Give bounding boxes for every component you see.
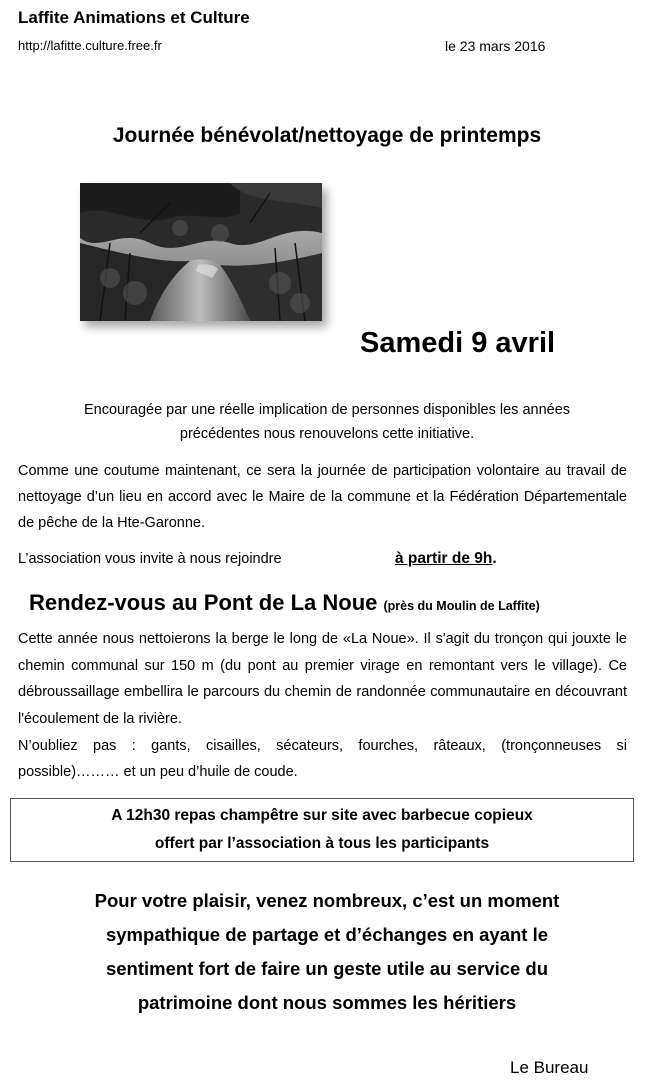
closing-line: sympathique de partage et d’échanges en ayant le <box>105 924 549 945</box>
closing-line: patrimoine dont nous sommes les héritiers <box>137 992 517 1013</box>
intro-paragraph <box>20 398 634 446</box>
river-photo <box>80 183 322 321</box>
website-url: http://lafitte.culture.free.fr <box>18 38 162 53</box>
closing-message <box>20 884 634 1020</box>
closing-line: sentiment fort de faire un geste utile au service du <box>105 958 549 979</box>
start-time <box>395 550 497 568</box>
meeting-heading <box>29 590 540 616</box>
signature: Le Bureau <box>510 1058 589 1077</box>
equipment-paragraph: N’oubliez pas : gants, cisailles, sécateurs, fourches, râteaux, (tronçonneuses si possible)……… et un peu d’huile de coude. <box>18 738 627 780</box>
meal-line: offert par l’association à tous les participants <box>154 835 490 852</box>
invitation-text: L’association vous invite à nous rejoindre <box>18 551 282 567</box>
page-title: Journée bénévolat/nettoyage de printemps <box>112 124 542 147</box>
intro-line: précédentes nous renouvelons cette initiative. <box>179 426 475 442</box>
start-time-label: à partir de 9h <box>395 550 493 567</box>
meeting-detail: (près du Moulin de Laffite) <box>383 599 540 613</box>
description-paragraph: Comme une coutume maintenant, ce sera la journée de participation volontaire au travail de nettoyage d’un lieu en accord avec le Maire de la commune et la Fédération Départementale de pêche de la Hte-Garonne. <box>18 463 627 531</box>
letter-date: le 23 mars 2016 <box>445 38 546 54</box>
start-time-suffix: . <box>492 550 497 567</box>
intro-line: Encouragée par une réelle implication de personnes disponibles les années <box>83 402 571 418</box>
meeting-place: Rendez-vous au Pont de La Noue <box>29 590 378 615</box>
plan-paragraph: Cette année nous nettoierons la berge le long de «La Noue». Il s'agit du tronçon qui jouxte le chemin communal sur 150 m (du pont au premier virage en remontant vers le village). Ce débroussaillage embellira le parcours du chemin de randonnée communautaire en découvrant l'écoulement de la rivière. <box>18 631 627 727</box>
closing-line: Pour votre plaisir, venez nombreux, c’est un moment <box>94 890 560 911</box>
meal-line: A 12h30 repas champêtre sur site avec barbecue copieux <box>111 807 533 824</box>
meal-box <box>10 798 634 862</box>
event-date: Samedi 9 avril <box>360 327 556 359</box>
organization-name: Laffite Animations et Culture <box>18 8 250 27</box>
